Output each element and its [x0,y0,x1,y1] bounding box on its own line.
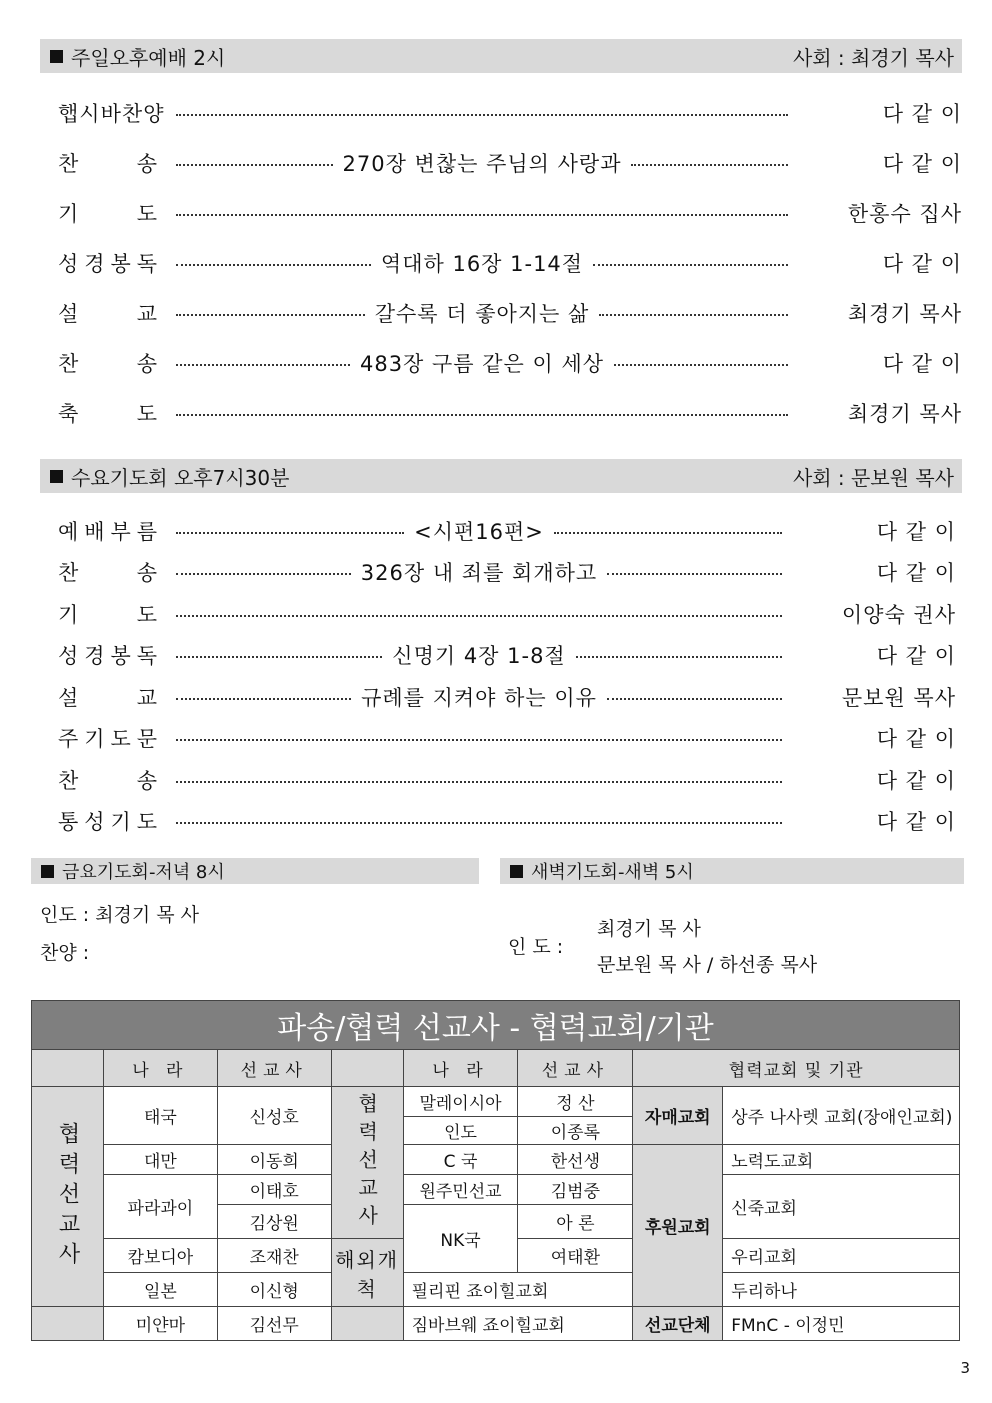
wednesday-section-header [40,459,962,493]
order-person: 다 같 이 [882,102,962,126]
order-row [58,759,956,801]
leader-line [176,573,351,575]
order-row [58,338,962,388]
label-char: 경 [84,252,106,276]
order-person: 다 같 이 [882,352,962,376]
table-cell-missionary: 이태호 [217,1175,331,1205]
dawn-title: 새벽기도회-새벽 5시 [531,862,694,883]
order-label [58,599,158,629]
friday-section-header [31,858,479,884]
overseas-church: 짐바브웨 죠이힐교회 [403,1307,633,1341]
label-char: 찬 [121,102,144,126]
label-char: 교 [136,302,158,326]
header-missionary: 선교사 [217,1050,331,1087]
side-label-spacer [32,1307,104,1341]
table-cell-country: 원주민선교 [403,1175,518,1205]
leader-line [599,314,788,316]
overseas-label: 해외개척 [331,1239,403,1307]
order-label [58,348,158,378]
order-person: 다 같 이 [882,252,962,276]
leader-line [607,698,782,700]
support-church: 두리하나 [723,1273,960,1307]
order-label [58,298,158,328]
friday-leader: 인도 : 최경기 목 사 [40,904,200,926]
table-cell-missionary: 여태환 [518,1239,633,1273]
order-label [58,98,165,128]
friday-worship: 찬양 : [40,942,90,964]
label-char: 기 [58,602,80,627]
dotted-leader [176,348,788,378]
table-cell-missionary: 김범중 [518,1175,633,1205]
header-missionary: 선교사 [518,1050,633,1087]
order-label [58,640,158,670]
order-row [58,718,956,760]
label-char: 기 [110,810,132,835]
table-cell-missionary: 신성호 [217,1087,331,1145]
leader-line [176,698,351,700]
leader-line [176,264,371,266]
order-label [58,516,158,546]
dotted-leader [176,682,782,712]
label-char: 독 [136,252,158,276]
order-detail: 326장 내 죄를 회개하고 [360,561,598,586]
label-char: 도 [136,202,158,226]
table-cell-country: 대만 [103,1145,217,1175]
leader-line [176,164,333,166]
order-person: 문보원 목사 [841,685,956,710]
sunday-host: 사회 : 최경기 목사 [792,45,954,70]
label-char: 통 [58,810,80,835]
label-char: 도 [136,810,158,835]
square-bullet-icon [50,50,63,63]
order-label [58,148,158,178]
table-cell-country: C 국 [403,1145,518,1175]
dotted-leader [176,779,782,781]
label-char: 배 [84,519,106,544]
dotted-leader [176,112,788,114]
order-label [58,765,158,795]
dotted-leader [176,557,782,587]
order-detail: <시편16편> [414,519,544,544]
friday-title: 금요기도회-저녁 8시 [62,862,225,883]
header-church: 협력교회 및 기관 [633,1050,960,1087]
table-cell-missionary: 김상원 [217,1205,331,1239]
order-person: 다 같 이 [876,644,956,669]
label-char: 찬 [58,561,80,586]
dotted-leader [176,298,788,328]
wednesday-host: 사회 : 문보원 목사 [792,465,954,490]
dawn-section-header [500,858,964,884]
label-char: 찬 [58,152,80,176]
dotted-leader [176,248,788,278]
order-row [58,510,956,552]
order-row [58,388,962,438]
leader-line [176,781,782,783]
order-person: 다 같 이 [876,810,956,835]
sister-church-label: 자매교회 [633,1087,723,1145]
order-row [58,238,962,288]
leader-line [176,615,782,617]
order-detail: 신명기 4장 1-8절 [392,644,566,669]
leader-line [176,739,782,741]
dotted-leader [176,412,788,414]
dotted-leader [176,212,788,214]
table-cell-missionary: 아 론 [518,1205,633,1239]
leader-line [607,573,782,575]
sunday-title: 주일오후예배 2시 [71,45,226,70]
label-char: 설 [58,685,80,710]
leader-line [176,364,350,366]
order-row [58,288,962,338]
table-cell-missionary: 이종록 [518,1117,633,1145]
label-char: 도 [136,402,158,426]
order-person: 다 같 이 [876,519,956,544]
overseas-church: 필리핀 죠이힐교회 [403,1273,633,1307]
header-country: 나 라 [103,1050,217,1087]
label-char: 교 [136,685,158,710]
dotted-leader [176,820,782,822]
label-char: 송 [136,352,158,376]
header-empty [32,1050,104,1087]
wednesday-title: 수요기도회 오후7시30분 [71,465,290,490]
label-char: 예 [58,519,80,544]
leader-line [176,656,382,658]
dawn-leader-label: 인 도 : [508,936,564,958]
leader-line [176,822,782,824]
wednesday-order-list [58,510,956,842]
label-char: 양 [143,102,165,126]
label-char: 설 [58,302,80,326]
leader-line [593,264,788,266]
order-person: 이양숙 권사 [841,602,956,627]
order-person: 최경기 목사 [847,302,962,326]
leader-line [614,364,788,366]
label-char: 시 [79,102,101,126]
sister-church-name: 상주 나사렛 교회(장애인교회) [723,1087,960,1145]
order-person: 다 같 이 [882,152,962,176]
order-label [58,248,158,278]
label-char: 봉 [110,644,132,669]
order-person: 한홍수 집사 [847,202,962,226]
header-country: 나 라 [403,1050,518,1087]
support-church: 우리교회 [723,1239,960,1273]
sunday-order-list [58,88,962,438]
label-char: 도 [110,727,132,752]
order-row [58,676,956,718]
leader-line [576,656,782,658]
label-char: 기 [58,202,80,226]
order-row [58,552,956,594]
order-label [58,682,158,712]
square-bullet-icon [41,865,54,878]
header-empty [331,1050,403,1087]
order-label [58,723,158,753]
leader-line [176,532,404,534]
order-detail: 270장 변찮는 주님의 사랑과 [342,152,622,176]
mission-org-name: FMnC - 이정민 [723,1307,960,1341]
mission-org-label: 선교단체 [633,1307,723,1341]
table-cell-missionary: 한선생 [518,1145,633,1175]
support-church-label: 후원교회 [633,1145,723,1307]
side-label-partner-missionary: 협력선교사 [32,1087,104,1307]
label-char: 주 [58,727,80,752]
order-label [58,198,158,228]
dotted-leader [176,516,782,546]
leader-line [631,164,788,166]
page-number: 3 [960,1359,970,1377]
side-label-partner-missionary-2: 협력선교사 [331,1087,403,1239]
table-cell-missionary: 김선무 [217,1307,331,1341]
support-church: 신죽교회 [723,1175,960,1239]
label-char: 성 [84,810,106,835]
label-char: 찬 [58,352,80,376]
order-row [58,801,956,843]
dawn-leader-1: 최경기 목 사 [597,918,701,940]
order-person: 다 같 이 [876,727,956,752]
sunday-section-header [40,39,962,73]
label-char: 부 [110,519,132,544]
table-cell-missionary: 정 산 [518,1087,633,1117]
order-row [58,188,962,238]
leader-line [176,114,788,116]
table-cell-country: 태국 [103,1087,217,1145]
dawn-leader-2: 문보원 목 사 / 하선종 목사 [597,954,818,976]
label-char: 봉 [110,252,132,276]
label-char: 문 [136,727,158,752]
leader-line [176,214,788,216]
dotted-leader [176,737,782,739]
label-char: 경 [84,644,106,669]
label-char: 기 [84,727,106,752]
dotted-leader [176,640,782,670]
label-char: 독 [136,644,158,669]
label-char: 성 [58,644,80,669]
table-cell-missionary: 이동희 [217,1145,331,1175]
order-detail: 갈수록 더 좋아지는 삶 [374,302,590,326]
leader-line [176,414,788,416]
table-cell-country: 말레이시아 [403,1087,518,1117]
mission-table-title: 파송/협력 선교사 - 협력교회/기관 [32,1001,960,1050]
order-person: 다 같 이 [876,561,956,586]
label-char: 송 [136,768,158,793]
order-row [58,88,962,138]
order-detail: 역대하 16장 1-14절 [380,252,584,276]
label-char: 축 [58,402,80,426]
leader-line [554,532,782,534]
square-bullet-icon [510,865,523,878]
mission-table [31,1000,960,1341]
table-cell-country: 인도 [403,1117,518,1145]
order-detail: 규례를 지켜야 하는 이유 [361,685,597,710]
order-row [58,635,956,677]
overseas-label-spacer [331,1307,403,1341]
order-row [58,138,962,188]
order-label [58,806,158,836]
label-char: 송 [136,152,158,176]
order-row [58,593,956,635]
label-char: 찬 [58,768,80,793]
support-church: 노력도교회 [723,1145,960,1175]
table-cell-missionary: 이신형 [217,1273,331,1307]
label-char: 바 [100,102,122,126]
table-cell-country: NK국 [403,1205,518,1273]
table-cell-country: 파라과이 [103,1175,217,1239]
square-bullet-icon [50,470,63,483]
label-char: 도 [136,602,158,627]
dotted-leader [176,148,788,178]
table-cell-country: 미얀마 [103,1307,217,1341]
order-person: 최경기 목사 [847,402,962,426]
order-person: 다 같 이 [876,768,956,793]
table-cell-country: 캄보디아 [103,1239,217,1273]
label-char: 성 [58,252,80,276]
order-label [58,398,158,428]
dotted-leader [176,613,782,615]
label-char: 름 [136,519,158,544]
leader-line [176,314,365,316]
order-label [58,557,158,587]
label-char: 햅 [58,102,80,126]
table-cell-missionary: 조재찬 [217,1239,331,1273]
order-detail: 483장 구름 같은 이 세상 [359,352,605,376]
table-cell-country: 일본 [103,1273,217,1307]
label-char: 송 [136,561,158,586]
